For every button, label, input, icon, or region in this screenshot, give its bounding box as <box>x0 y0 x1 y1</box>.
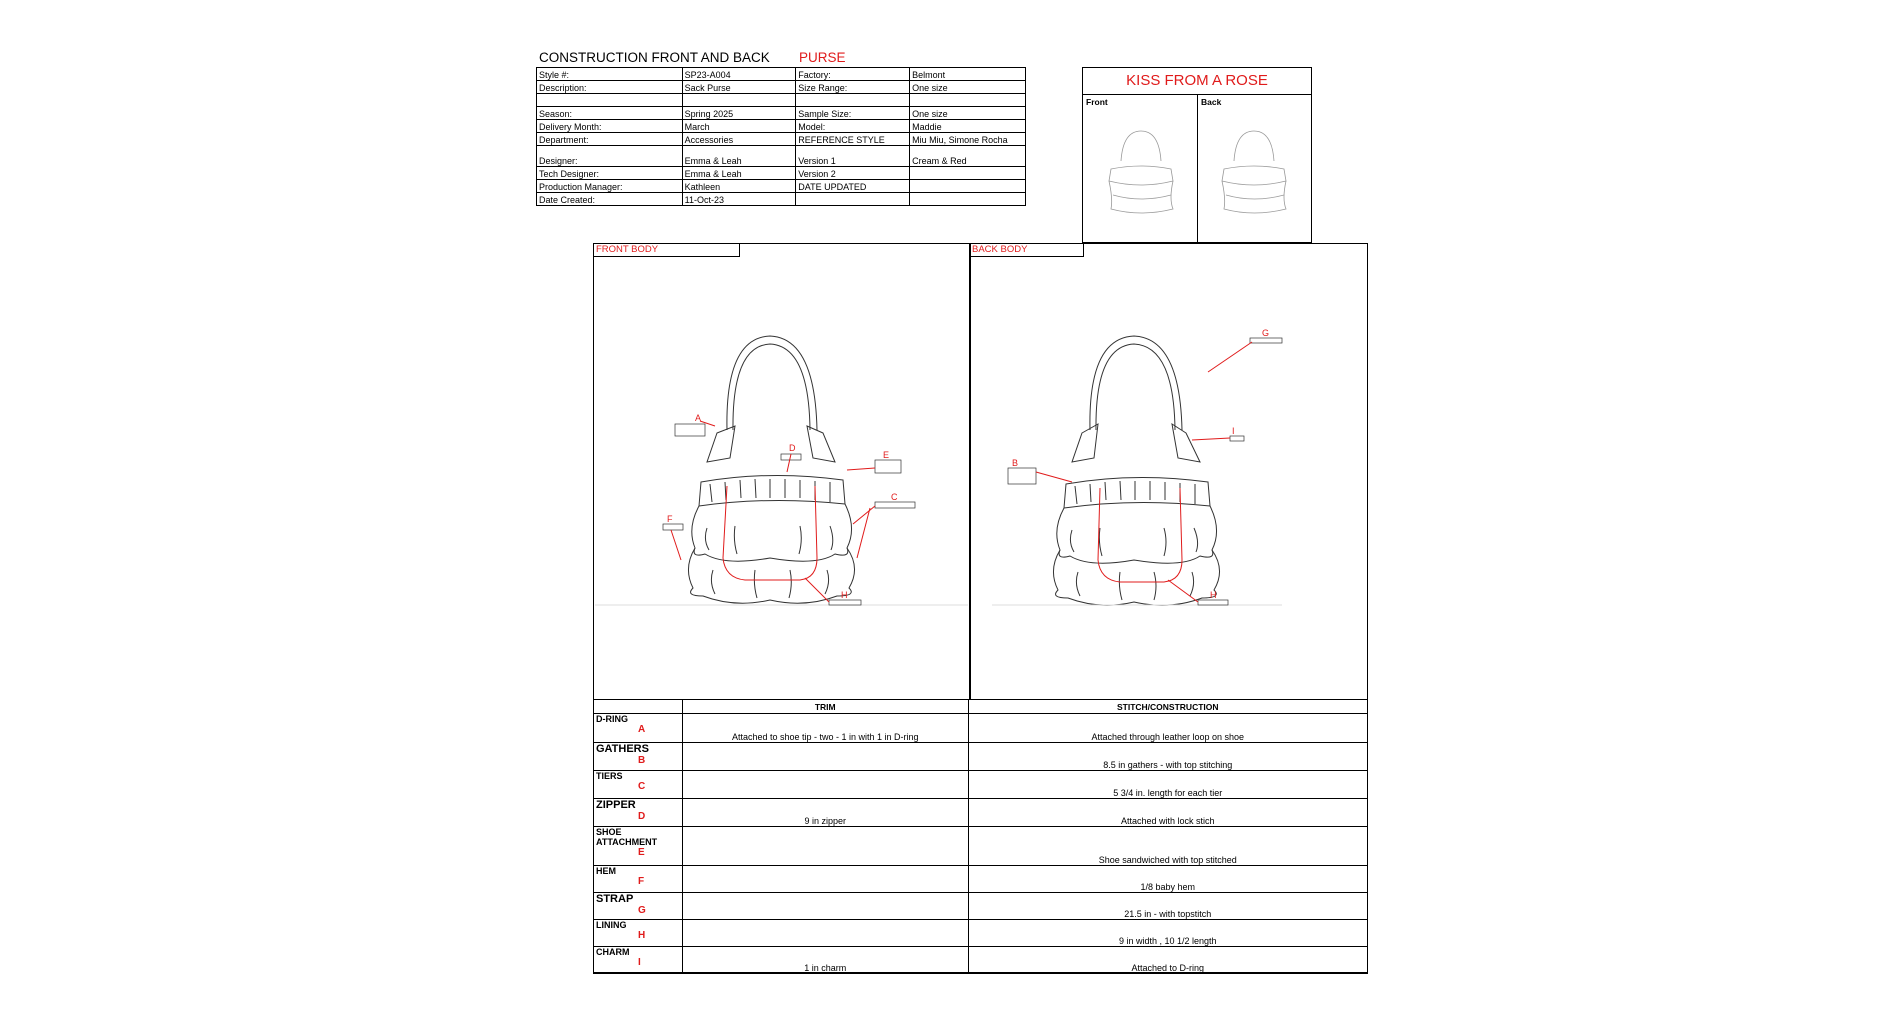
callout-a: A <box>695 413 702 423</box>
construction-label: D-RING <box>596 714 628 724</box>
construction-row <box>594 893 1368 920</box>
spec-cell: Date Created: <box>537 193 683 206</box>
panel-divider <box>969 243 971 699</box>
spec-cell: Department: <box>537 133 683 146</box>
spec-cell: Emma & Leah <box>682 146 796 167</box>
trim-cell <box>682 920 968 947</box>
page-title <box>539 50 770 65</box>
spec-row <box>537 120 1026 133</box>
callout-c: C <box>891 492 898 502</box>
empty-header <box>594 700 683 714</box>
spec-cell: Production Manager: <box>537 180 683 193</box>
stitch-cell: 1/8 baby hem <box>968 866 1367 893</box>
construction-label-cell <box>594 866 683 893</box>
stitch-cell: Attached with lock stich <box>968 799 1367 827</box>
construction-letter: A <box>638 724 646 735</box>
spec-cell: March <box>682 120 796 133</box>
stitch-cell: 5 3/4 in. length for each tier <box>968 771 1367 799</box>
spec-cell: Miu Miu, Simone Rocha <box>910 133 1026 146</box>
construction-row <box>594 714 1368 743</box>
spec-cell: Version 1 <box>796 146 910 167</box>
construction-letter: I <box>638 957 641 968</box>
purse-thumb-back-icon <box>1198 109 1312 229</box>
callout-b: B <box>1012 458 1019 468</box>
front-body-drawing <box>595 258 968 698</box>
stitch-cell: Shoe sandwiched with top stitched <box>968 827 1367 866</box>
construction-label: SHOE ATTACHMENT <box>596 827 658 847</box>
spec-cell: 11-Oct-23 <box>682 193 796 206</box>
construction-row <box>594 866 1368 893</box>
callout-d: D <box>789 443 796 453</box>
spec-cell: Model: <box>796 120 910 133</box>
construction-letter: H <box>638 930 646 941</box>
spec-cell <box>796 193 910 206</box>
construction-label-cell <box>594 799 683 827</box>
construction-letter: F <box>638 876 645 887</box>
spec-table <box>536 67 1026 206</box>
brand-name: KISS FROM A ROSE <box>1083 68 1311 95</box>
construction-label-cell <box>594 714 683 743</box>
spec-cell: Kathleen <box>682 180 796 193</box>
spec-cell: Delivery Month: <box>537 120 683 133</box>
spec-cell: Tech Designer: <box>537 167 683 180</box>
stitch-cell: Attached through leather loop on shoe <box>968 714 1367 743</box>
spec-row <box>537 167 1026 180</box>
construction-letter: D <box>638 811 646 822</box>
trim-cell <box>682 771 968 799</box>
spec-cell: Style #: <box>537 68 683 81</box>
construction-row <box>594 827 1368 866</box>
stitch-header: STITCH/CONSTRUCTION <box>968 700 1367 714</box>
construction-label: ZIPPER <box>596 799 636 811</box>
front-thumb-label: Front <box>1086 97 1108 107</box>
spec-cell: Emma & Leah <box>682 167 796 180</box>
trim-cell <box>682 866 968 893</box>
spec-row <box>537 81 1026 94</box>
callout-e: E <box>883 450 890 460</box>
trim-cell: 1 in charm <box>682 947 968 974</box>
spec-cell <box>537 94 683 107</box>
back-thumb <box>1198 95 1312 243</box>
construction-label: HEM <box>596 866 616 876</box>
callout-i: I <box>1232 426 1235 436</box>
spec-row <box>537 68 1026 81</box>
purse-thumb-front-icon <box>1083 109 1197 229</box>
construction-row <box>594 947 1368 974</box>
construction-letter: E <box>638 847 645 858</box>
sheet-title: CONSTRUCTION FRONT AND BACK <box>539 50 770 65</box>
spec-row <box>537 94 1026 107</box>
construction-label-cell <box>594 920 683 947</box>
spec-cell: Accessories <box>682 133 796 146</box>
construction-label: GATHERS <box>596 743 649 755</box>
callout-h-front: H <box>841 590 848 600</box>
spec-cell <box>910 94 1026 107</box>
construction-letter: C <box>638 781 646 792</box>
construction-label-cell <box>594 893 683 920</box>
spec-cell: Description: <box>537 81 683 94</box>
spec-cell: REFERENCE STYLE <box>796 133 910 146</box>
construction-row <box>594 743 1368 771</box>
construction-label: TIERS <box>596 771 623 781</box>
spec-cell: Belmont <box>910 68 1026 81</box>
construction-letter: G <box>638 905 646 916</box>
spec-cell: One size <box>910 107 1026 120</box>
callout-g: G <box>1262 328 1270 338</box>
trim-cell: Attached to shoe tip - two - 1 in with 1 in D-ring <box>682 714 968 743</box>
construction-label: LINING <box>596 920 627 930</box>
front-body-label: FRONT BODY <box>594 244 740 257</box>
back-body-label: BACK BODY <box>970 244 1084 257</box>
spec-cell <box>910 180 1026 193</box>
back-thumb-label: Back <box>1201 97 1222 107</box>
spec-row <box>537 193 1026 206</box>
brand-box <box>1082 67 1312 243</box>
back-body-drawing <box>972 258 1366 698</box>
trim-cell <box>682 893 968 920</box>
spec-cell: Designer: <box>537 146 683 167</box>
construction-row <box>594 799 1368 827</box>
spec-cell: SP23-A004 <box>682 68 796 81</box>
construction-label-cell <box>594 947 683 974</box>
spec-row <box>537 146 1026 167</box>
construction-label-cell <box>594 743 683 771</box>
spec-cell <box>796 94 910 107</box>
stitch-cell: 8.5 in gathers - with top stitching <box>968 743 1367 771</box>
spec-cell: DATE UPDATED <box>796 180 910 193</box>
construction-letter: B <box>638 755 646 766</box>
spec-cell <box>910 167 1026 180</box>
spec-cell: Version 2 <box>796 167 910 180</box>
stitch-cell: 9 in width , 10 1/2 length <box>968 920 1367 947</box>
spec-cell <box>910 193 1026 206</box>
construction-label: STRAP <box>596 893 634 905</box>
spec-cell: Season: <box>537 107 683 120</box>
stitch-cell: Attached to D-ring <box>968 947 1367 974</box>
category-label: PURSE <box>799 50 846 65</box>
front-thumb <box>1083 95 1198 243</box>
spec-cell <box>682 94 796 107</box>
spec-cell: Cream & Red <box>910 146 1026 167</box>
callout-f: F <box>667 514 673 524</box>
callout-h-back: H <box>1210 590 1217 600</box>
spec-row <box>537 133 1026 146</box>
trim-cell: 9 in zipper <box>682 799 968 827</box>
spec-cell: Sample Size: <box>796 107 910 120</box>
spec-cell: Maddie <box>910 120 1026 133</box>
spec-row <box>537 180 1026 193</box>
construction-label-cell <box>594 771 683 799</box>
spec-cell: One size <box>910 81 1026 94</box>
trim-cell <box>682 827 968 866</box>
spec-cell: Size Range: <box>796 81 910 94</box>
construction-table <box>593 699 1368 974</box>
construction-label: CHARM <box>596 947 630 957</box>
spec-row <box>537 107 1026 120</box>
construction-row <box>594 771 1368 799</box>
spec-cell: Sack Purse <box>682 81 796 94</box>
trim-cell <box>682 743 968 771</box>
trim-header: TRIM <box>682 700 968 714</box>
spec-cell: Factory: <box>796 68 910 81</box>
stitch-cell: 21.5 in - with topstitch <box>968 893 1367 920</box>
construction-row <box>594 920 1368 947</box>
spec-cell: Spring 2025 <box>682 107 796 120</box>
construction-label-cell <box>594 827 683 866</box>
